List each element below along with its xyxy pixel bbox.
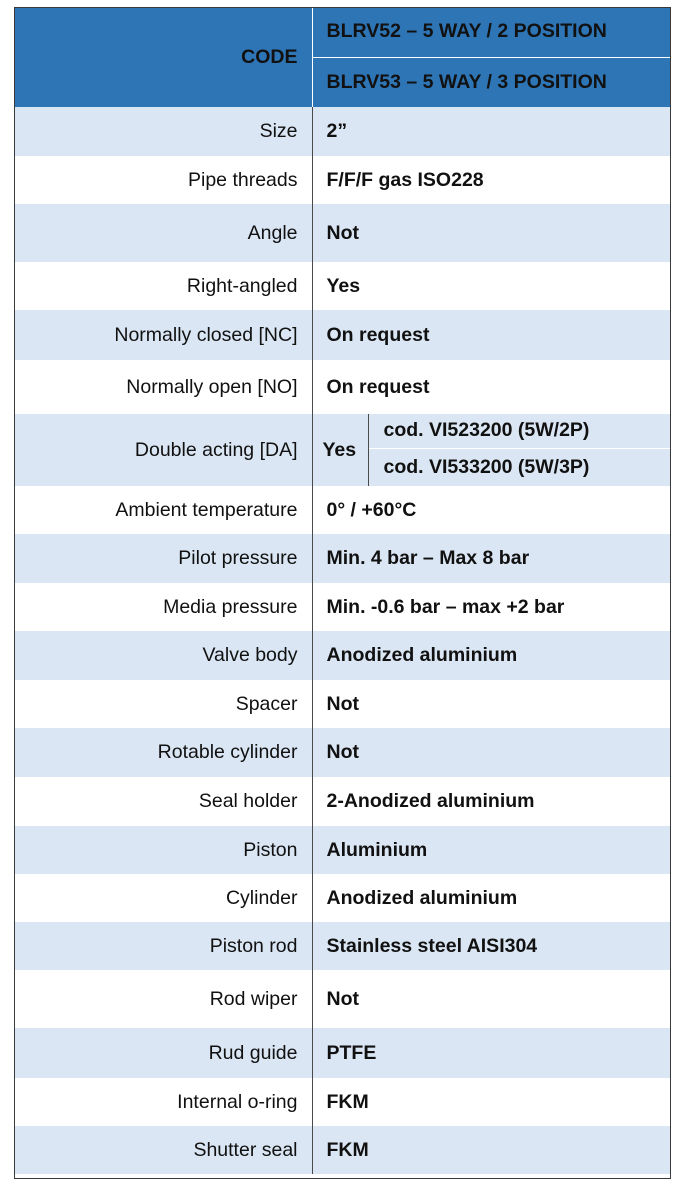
row-value: Not bbox=[312, 204, 671, 262]
row-label: Media pressure bbox=[14, 583, 312, 631]
table-row bbox=[14, 826, 671, 874]
table-row bbox=[14, 874, 671, 922]
row-value: Aluminium bbox=[312, 826, 671, 874]
row-label: Double acting [DA] bbox=[14, 414, 312, 486]
row-value: 0° / +60°C bbox=[312, 486, 671, 534]
row-label: Spacer bbox=[14, 680, 312, 728]
table-row bbox=[14, 922, 671, 970]
row-label: Shutter seal bbox=[14, 1126, 312, 1174]
table-row bbox=[14, 534, 671, 583]
position-header-blrv52: BLRV52 – 5 WAY / 2 POSITION bbox=[312, 7, 671, 57]
row-value: Stainless steel AISI304 bbox=[312, 922, 671, 970]
row-value: FKM bbox=[312, 1078, 671, 1126]
row-value: Not bbox=[312, 970, 671, 1028]
table-row bbox=[14, 156, 671, 204]
row-label: Piston rod bbox=[14, 922, 312, 970]
row-value: On request bbox=[312, 310, 671, 360]
row-label: Normally closed [NC] bbox=[14, 310, 312, 360]
row-label: Pilot pressure bbox=[14, 534, 312, 583]
spec-table bbox=[14, 7, 671, 1174]
table-row bbox=[14, 728, 671, 777]
row-value: Not bbox=[312, 680, 671, 728]
row-value: Not bbox=[312, 728, 671, 777]
row-label: Rotable cylinder bbox=[14, 728, 312, 777]
row-value: F/F/F gas ISO228 bbox=[312, 156, 671, 204]
table-row bbox=[14, 107, 671, 156]
row-value: Anodized aluminium bbox=[312, 631, 671, 680]
row-value: Anodized aluminium bbox=[312, 874, 671, 922]
table-row bbox=[14, 777, 671, 826]
code-header: CODE bbox=[14, 7, 312, 107]
row-label: Cylinder bbox=[14, 874, 312, 922]
row-label: Seal holder bbox=[14, 777, 312, 826]
row-value: FKM bbox=[312, 1126, 671, 1174]
row-value: 2-Anodized aluminium bbox=[312, 777, 671, 826]
row-value: PTFE bbox=[312, 1028, 671, 1078]
row-label: Internal o-ring bbox=[14, 1078, 312, 1126]
row-label: Normally open [NO] bbox=[14, 360, 312, 414]
table-row bbox=[14, 414, 671, 448]
row-value: Yes bbox=[312, 262, 671, 310]
table-row bbox=[14, 1078, 671, 1126]
row-value: 2” bbox=[312, 107, 671, 156]
row-value: Min. -0.6 bar – max +2 bar bbox=[312, 583, 671, 631]
table-row bbox=[14, 486, 671, 534]
row-label: Rod wiper bbox=[14, 970, 312, 1028]
table-row bbox=[14, 583, 671, 631]
row-label: Pipe threads bbox=[14, 156, 312, 204]
row-label: Right-angled bbox=[14, 262, 312, 310]
table-row bbox=[14, 970, 671, 1028]
table-row bbox=[14, 1126, 671, 1174]
table-row bbox=[14, 262, 671, 310]
row-sub-value: cod. VI523200 (5W/2P) bbox=[368, 414, 671, 448]
row-value: Min. 4 bar – Max 8 bar bbox=[312, 534, 671, 583]
row-label: Rud guide bbox=[14, 1028, 312, 1078]
table-row bbox=[14, 204, 671, 262]
header-row-1 bbox=[14, 7, 671, 57]
row-label: Angle bbox=[14, 204, 312, 262]
position-header-blrv53: BLRV53 – 5 WAY / 3 POSITION bbox=[312, 57, 671, 107]
row-label: Piston bbox=[14, 826, 312, 874]
row-label: Valve body bbox=[14, 631, 312, 680]
table-row bbox=[14, 1028, 671, 1078]
table-row bbox=[14, 310, 671, 360]
row-label: Size bbox=[14, 107, 312, 156]
row-label: Ambient temperature bbox=[14, 486, 312, 534]
table-row bbox=[14, 360, 671, 414]
row-value: On request bbox=[312, 360, 671, 414]
row-value: Yes bbox=[312, 414, 368, 486]
row-sub-value: cod. VI533200 (5W/3P) bbox=[368, 448, 671, 486]
table-row bbox=[14, 680, 671, 728]
table-row bbox=[14, 631, 671, 680]
